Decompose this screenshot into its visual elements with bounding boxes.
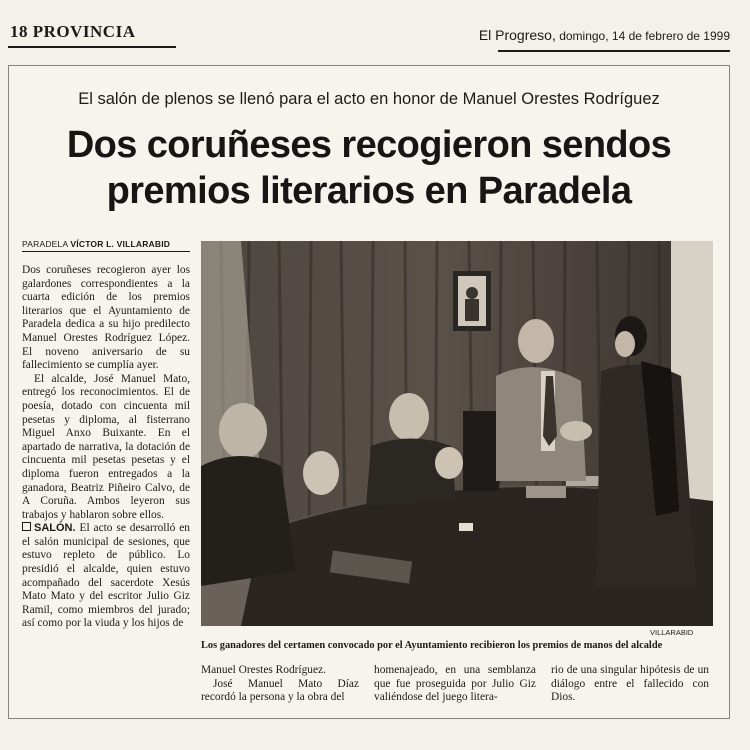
headline-line-1: Dos coruñeses recogieron sendos xyxy=(66,124,672,166)
dateline-rule xyxy=(498,50,730,52)
byline-author: VÍCTOR L. VILLARABID xyxy=(70,239,171,249)
paragraph-2: El alcalde, José Manuel Mato, entregó los reconocimientos. El de poesía, dotado con cincuenta mil pesetas y diploma, al fisterrano Miguel Anxo Buixante. En el apartado de narrativa, la dotación de cincuenta mil pesetas pesetas y el diploma fueron entregados a la ganadora, Beatriz Piñeiro Calvo, de A Coruña. Ambos leyeron sus trabajos y hablaron sobre ellos. xyxy=(22,372,190,521)
bottom-column-3 xyxy=(551,664,709,705)
byline-place: PARADELA xyxy=(22,239,68,249)
col4-text: rio de una singular hipótesis de un diálogo entre el fallecido con Dios. xyxy=(551,664,709,704)
section-name: PROVINCIA xyxy=(32,22,136,41)
award-ceremony-photo xyxy=(201,241,713,626)
newspaper-name: El Progreso, xyxy=(478,27,556,43)
section-rule xyxy=(8,46,176,48)
photo-credit: VILLARABID xyxy=(650,628,694,637)
checkbox-bullet-icon xyxy=(22,522,31,531)
byline-rule xyxy=(22,251,190,252)
article-kicker: El salón de plenos se llenó para el acto en honor de Manuel Orestes Rodríguez xyxy=(78,90,660,108)
article-body-column xyxy=(22,264,190,631)
paragraph-1: Dos coruñeses recogieron ayer los galardones correspondientes a la cuarta edición de los premios literarios que el Ayuntamiento de Paradela dedica a su hijo predilecto Manuel Orestes Rodríguez López. El noveno aniversario de su fallecimiento se cumplía ayer. xyxy=(22,264,190,372)
photo-caption: Los ganadores del certamen convocado por el Ayuntamiento recibieron los premios de manos del alcalde xyxy=(201,640,663,651)
byline xyxy=(22,239,170,249)
section-header xyxy=(10,22,135,42)
publication-date: domingo, 14 de febrero de 1999 xyxy=(559,29,730,43)
bottom-column-1 xyxy=(201,664,359,705)
salon-paragraph xyxy=(22,522,190,631)
newspaper-dateline xyxy=(479,27,730,43)
article-photo xyxy=(201,241,713,626)
col3-text: homenajeado, en una semblanza que fue proseguida por Julio Giz valiéndose del juego litera- xyxy=(374,664,536,704)
col2-line: Manuel Orestes Rodríguez. xyxy=(201,664,326,676)
col2-paragraph: José Manuel Mato Díaz recordó la persona y la obra del xyxy=(201,677,359,704)
headline-line-2: premios literarios en Paradela xyxy=(106,170,632,212)
salon-subhead: SALÓN. xyxy=(34,522,76,535)
page-number: 18 xyxy=(10,22,28,41)
article-headline xyxy=(8,122,730,214)
salon-text: El acto se desarrolló en el salón municipal de sesiones, que estuvo repleto de público. Lo presidió el alcalde, quien estuvo acompañado del sacerdote Xesús Mato Mato y del escritor Julio Giz Ramil, como miembros del jurado; así como por la viuda y los hijos de xyxy=(22,522,190,630)
bottom-column-2 xyxy=(374,664,536,705)
